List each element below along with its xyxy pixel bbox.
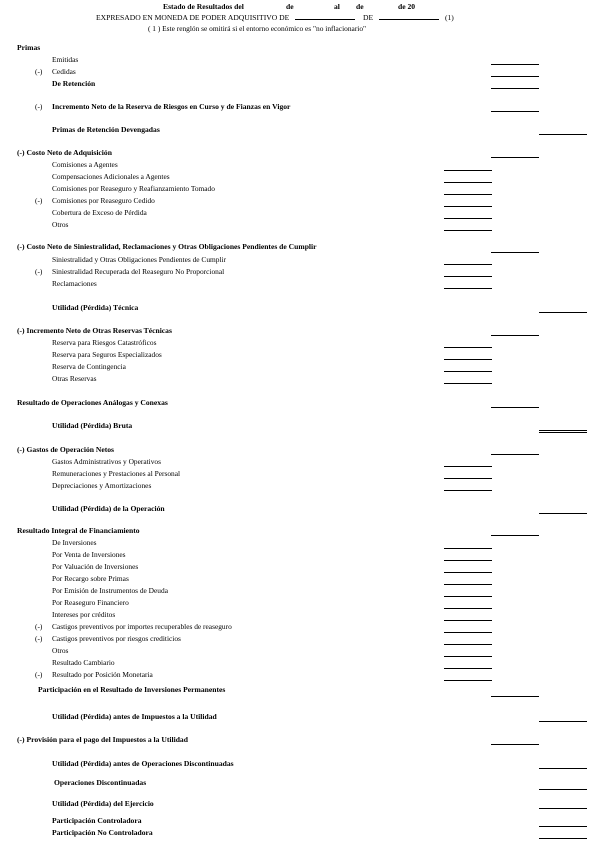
amount-rule	[444, 230, 492, 231]
amount-rule	[539, 721, 587, 722]
amount-rule	[539, 513, 587, 514]
line-item: Por Venta de Inversiones	[52, 550, 126, 559]
line-item: Gastos Administrativos y Operativos	[52, 457, 162, 466]
amount-rule	[444, 632, 492, 633]
amount-rule	[444, 359, 492, 360]
line-item: Comisiones por Reaseguro y Reafianzamiento Tomado	[52, 184, 215, 193]
amount-rule	[444, 218, 492, 219]
title-al: al	[334, 2, 340, 11]
section-heading: De Retención	[52, 79, 96, 88]
section-heading: Primas	[17, 43, 41, 52]
section-heading: Utilidad (Pérdida) antes de Impuestos a la Utilidad	[52, 712, 217, 721]
line-item: Por Reaseguro Financiero	[52, 598, 129, 607]
line-item: Depreciaciones y Amortizaciones	[52, 481, 152, 490]
row-prefix: (-)	[35, 267, 43, 276]
title-de-2: de	[356, 2, 364, 11]
line-item: Reserva para Seguros Especializados	[52, 350, 162, 359]
section-heading: Participación Controladora	[52, 816, 142, 825]
amount-rule	[444, 478, 492, 479]
amount-rule	[491, 88, 539, 89]
line-item: Castigos preventivos por riesgos crediticios	[52, 634, 181, 643]
amount-rule	[539, 808, 587, 809]
section-heading: (-) Costo Neto de Adquisición	[17, 148, 112, 157]
amount-rule	[444, 596, 492, 597]
amount-rule	[539, 312, 587, 313]
line-item: Intereses por créditos	[52, 610, 116, 619]
line-item: Por Valuación de Inversiones	[52, 562, 139, 571]
line-item: Compensaciones Adicionales a Agentes	[52, 172, 170, 181]
section-heading: Resultado de Operaciones Análogas y Conexas	[17, 398, 168, 407]
amount-rule	[539, 789, 587, 790]
line-item: Comisiones a Agentes	[52, 160, 118, 169]
amount-rule	[444, 466, 492, 467]
row-prefix: (-)	[35, 102, 43, 111]
line-item: Resultado Cambiario	[52, 658, 115, 667]
line-item: Otras Reservas	[52, 374, 97, 383]
section-heading: Primas de Retención Devengadas	[52, 125, 160, 134]
amount-rule	[444, 668, 492, 669]
amount-rule	[539, 838, 587, 839]
line-item: Siniestralidad Recuperada del Reaseguro No Proporcional	[52, 267, 225, 276]
amount-rule	[491, 64, 539, 65]
line-item: Castigos preventivos por importes recuperables de reaseguro	[52, 622, 232, 631]
line-item: Cobertura de Exceso de Pérdida	[52, 208, 147, 217]
line-item: Otros	[52, 646, 69, 655]
row-prefix: (-)	[35, 670, 43, 679]
amount-rule	[539, 134, 587, 135]
line-item: Reclamaciones	[52, 279, 97, 288]
line-item: Por Recargo sobre Primas	[52, 574, 129, 583]
amount-rule	[444, 572, 492, 573]
currency-year-blank	[379, 19, 439, 20]
row-prefix: (-)	[35, 634, 43, 643]
line-item: Reserva de Contingencia	[52, 362, 126, 371]
amount-rule	[491, 335, 539, 336]
amount-rule	[444, 170, 492, 171]
amount-rule	[444, 560, 492, 561]
row-prefix: (-)	[35, 622, 43, 631]
amount-rule	[444, 182, 492, 183]
amount-rule	[444, 620, 492, 621]
section-heading: Resultado Integral de Financiamiento	[17, 526, 140, 535]
section-heading: (-) Costo Neto de Siniestralidad, Reclamaciones y Otras Obligaciones Pendientes de Cumplir	[17, 242, 317, 251]
amount-rule	[444, 656, 492, 657]
section-heading: Operaciones Discontinuadas	[54, 778, 147, 787]
amount-rule	[491, 696, 539, 697]
title-de-20: de 20	[398, 2, 416, 11]
amount-rule	[491, 111, 539, 112]
amount-rule	[539, 826, 587, 827]
footnote-ref: (1)	[444, 13, 454, 22]
amount-rule	[444, 383, 492, 384]
section-heading: Utilidad (Pérdida) antes de Operaciones Discontinuadas	[52, 759, 234, 768]
section-heading: Utilidad (Pérdida) Técnica	[52, 303, 139, 312]
section-heading: Utilidad (Pérdida) de la Operación	[52, 504, 165, 513]
line-item: Otros	[52, 220, 69, 229]
section-heading: Participación No Controladora	[52, 828, 153, 837]
amount-rule	[444, 584, 492, 585]
amount-rule	[444, 371, 492, 372]
line-item: Cedidas	[52, 67, 76, 76]
amount-rule	[444, 490, 492, 491]
amount-rule	[444, 680, 492, 681]
inflation-note: ( 1 ) Este renglón se omitirá si el entorno económico es "no inflacionario"	[148, 24, 367, 33]
amount-rule	[491, 76, 539, 77]
amount-rule	[491, 407, 539, 408]
currency-label: EXPRESADO EN MONEDA DE PODER ADQUISITIVO DE	[96, 13, 290, 22]
amount-rule	[491, 535, 539, 536]
line-item: Emitidas	[52, 55, 79, 64]
amount-rule	[444, 644, 492, 645]
section-heading: Participación en el Resultado de Inversiones Permanentes	[38, 685, 226, 694]
amount-rule	[539, 430, 587, 433]
amount-rule	[491, 252, 539, 253]
amount-rule	[539, 768, 587, 769]
amount-rule	[444, 264, 492, 265]
title-de-1: de	[286, 2, 294, 11]
amount-rule	[444, 194, 492, 195]
amount-rule	[444, 288, 492, 289]
section-heading: Incremento Neto de la Reserva de Riesgos en Curso y de Fianzas en Vigor	[52, 102, 291, 111]
line-item: Siniestralidad y Otras Obligaciones Pendientes de Cumplir	[52, 255, 227, 264]
line-item: Por Emisión de Instrumentos de Deuda	[52, 586, 168, 595]
line-item: Comisiones por Reaseguro Cedido	[52, 196, 155, 205]
line-item: De Inversiones	[52, 538, 97, 547]
amount-rule	[444, 206, 492, 207]
amount-rule	[444, 347, 492, 348]
section-heading: (-) Gastos de Operación Netos	[17, 445, 115, 454]
currency-line	[96, 14, 454, 22]
section-heading: (-) Incremento Neto de Otras Reservas Técnicas	[17, 326, 172, 335]
section-heading: Utilidad (Pérdida) Bruta	[52, 421, 133, 430]
report-title	[163, 3, 244, 11]
amount-rule	[491, 454, 539, 455]
row-prefix: (-)	[35, 67, 43, 76]
amount-rule	[444, 548, 492, 549]
line-item: Remuneraciones y Prestaciones al Personal	[52, 469, 181, 478]
section-heading: (-) Provisión para el pago del Impuestos a la Utilidad	[17, 735, 188, 744]
section-heading: Utilidad (Pérdida) del Ejercicio	[52, 799, 154, 808]
line-item: Resultado por Posición Monetaria	[52, 670, 153, 679]
currency-date-blank	[295, 19, 355, 20]
amount-rule	[491, 744, 539, 745]
currency-de-label: DE	[363, 13, 374, 22]
amount-rule	[491, 157, 539, 158]
amount-rule	[444, 276, 492, 277]
amount-rule	[444, 608, 492, 609]
title-label: Estado de Resultados del	[163, 2, 244, 11]
line-item: Reserva para Riesgos Catastróficos	[52, 338, 157, 347]
row-prefix: (-)	[35, 196, 43, 205]
